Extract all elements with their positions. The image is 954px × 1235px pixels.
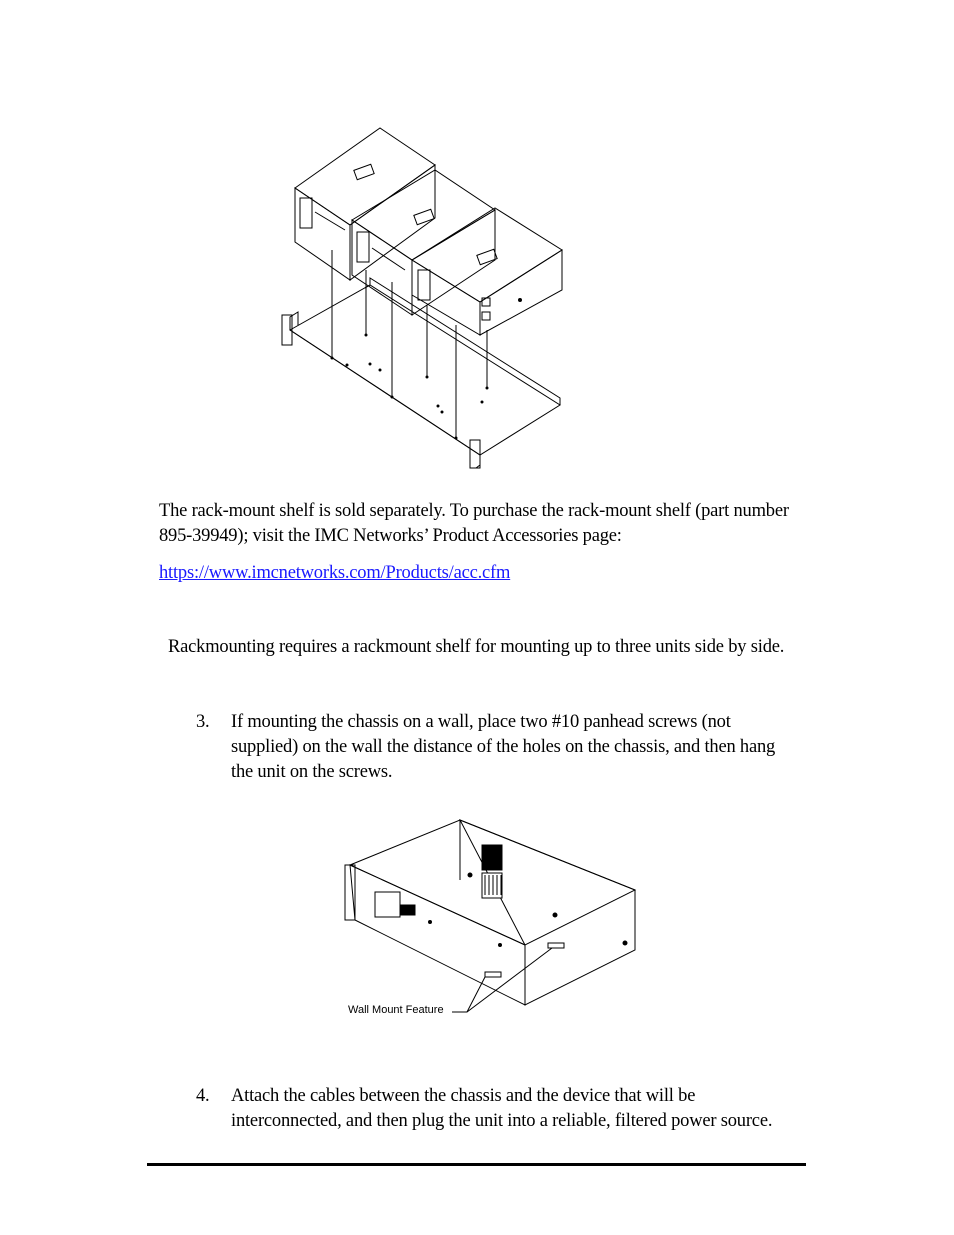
rack-mount-diagram <box>270 120 570 475</box>
step-3-text: If mounting the chassis on a wall, place two #10 panhead screws (not supplied) on the wall the distance of the holes on the chassis, and then hang the unit on the screws. <box>231 712 776 782</box>
paragraph-rackmounting: Rackmounting requires a rackmount shelf for mounting up to three units side by side. <box>168 637 785 657</box>
paragraph-rack-shelf: The rack-mount shelf is sold separately. To purchase the rack-mount shelf (part number 895-39949); visit the IMC Networks’ Product Accessories page: <box>159 501 789 546</box>
step-3-number: 3. <box>196 712 210 732</box>
step-4-text: Attach the cables between the chassis and the device that will be interconnected, and then plug the unit into a reliable, filtered power source. <box>231 1086 773 1131</box>
footer-rule <box>147 1163 806 1166</box>
wall-mount-feature-label: Wall Mount Feature <box>348 1004 444 1016</box>
step-4-number: 4. <box>196 1086 210 1106</box>
wall-mount-diagram <box>340 815 640 1020</box>
accessories-link[interactable]: https://www.imcnetworks.com/Products/acc.cfm <box>159 563 511 583</box>
